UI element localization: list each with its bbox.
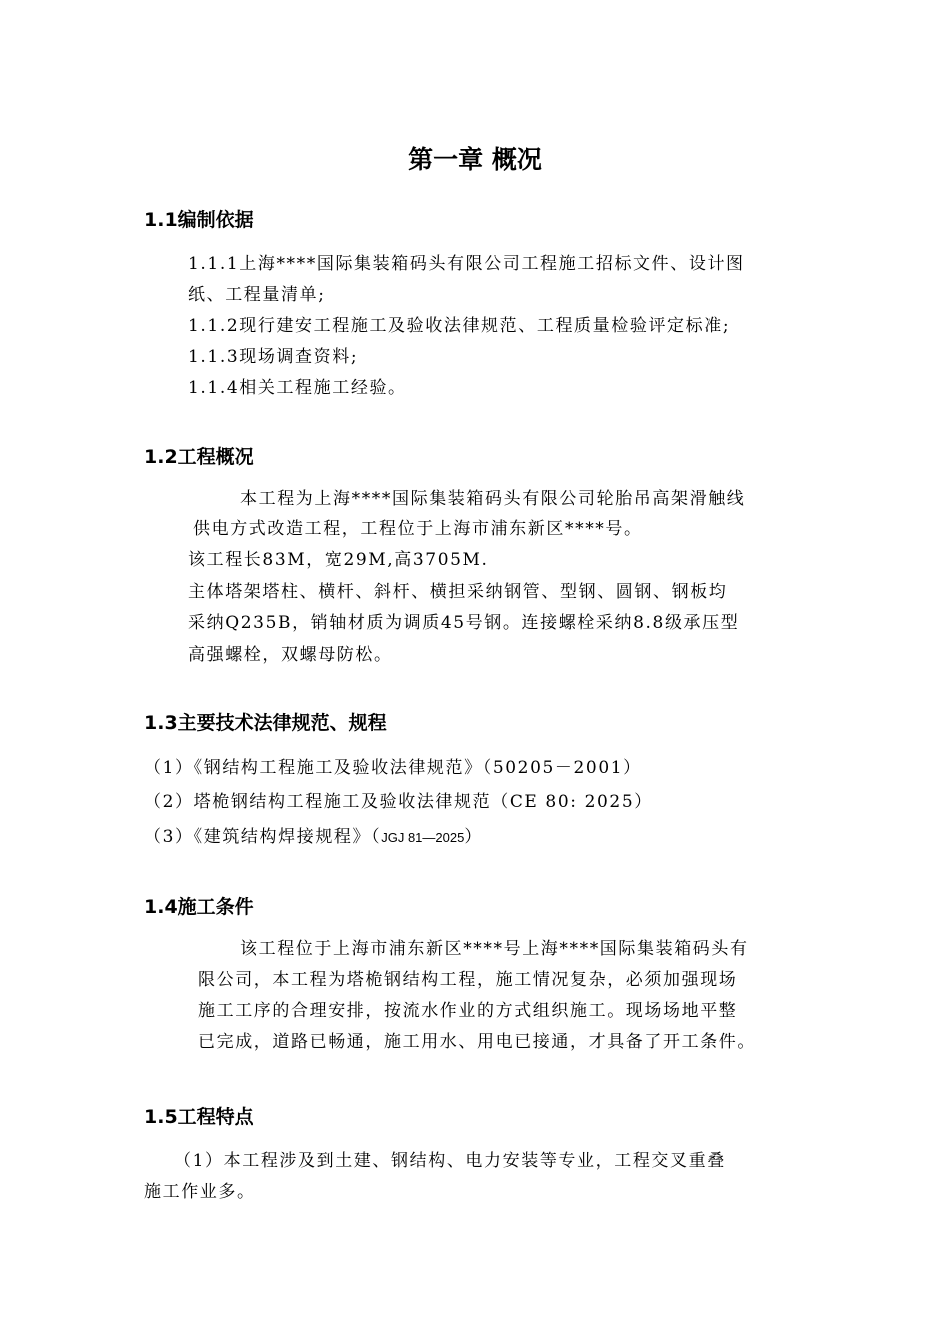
paragraph-line: 施工工序的合理安排，按流水作业的方式组织施工。现场场地平整 <box>198 1001 738 1021</box>
standard-item-prefix: （3）《建筑结构焊接规程》（ <box>144 827 382 847</box>
paragraph-line: 限公司，本工程为塔桅钢结构工程，施工情况复杂，必须加强现场 <box>198 970 738 990</box>
standard-item: （2）塔桅钢结构工程施工及验收法律规范（CE 80: 2025） <box>144 792 653 812</box>
standard-item-suffix: ） <box>464 827 483 847</box>
paragraph-line: 1.1.2现行建安工程施工及验收法律规范、工程质量检验评定标准; <box>188 316 731 336</box>
paragraph-line: 施工作业多。 <box>144 1182 256 1202</box>
paragraph-line: 高强螺栓，双螺母防松。 <box>188 645 393 665</box>
paragraph-line: 主体塔架塔柱、横杆、斜杆、横担采纳钢管、型钢、圆钢、钢板均 <box>188 582 728 602</box>
paragraph-line: 采纳Q235B，销轴材质为调质45号钢。连接螺栓采纳8.8级承压型 <box>188 613 740 633</box>
section-heading-1-4: 1.4施工条件 <box>144 896 254 918</box>
paragraph-line: 该工程位于上海市浦东新区****号上海****国际集装箱码头有 <box>240 939 749 959</box>
paragraph-line: 已完成，道路已畅通，施工用水、用电已接通，才具备了开工条件。 <box>198 1032 756 1052</box>
paragraph-line: 本工程为上海****国际集装箱码头有限公司轮胎吊高架滑触线 <box>240 489 746 509</box>
paragraph-line: 1.1.4相关工程施工经验。 <box>188 378 407 398</box>
standard-code: JGJ 81—2025 <box>381 830 465 845</box>
section-heading-1-2: 1.2工程概况 <box>144 446 254 468</box>
standard-item: （1）《钢结构工程施工及验收法律规范》（50205－2001） <box>144 758 642 778</box>
paragraph-line: 1.1.1上海****国际集装箱码头有限公司工程施工招标文件、设计图 <box>188 254 745 274</box>
paragraph-line: （1）本工程涉及到土建、钢结构、电力安装等专业，工程交叉重叠 <box>174 1151 726 1171</box>
chapter-title: 第一章 概况 <box>408 145 542 174</box>
paragraph-line: 1.1.3现场调查资料; <box>188 347 359 367</box>
standard-item <box>144 824 483 851</box>
paragraph-line: 该工程长83M，宽29M,高3705M. <box>188 550 489 570</box>
section-heading-1-3: 1.3主要技术法律规范、规程 <box>144 712 387 734</box>
paragraph-line: 供电方式改造工程，工程位于上海市浦东新区****号。 <box>193 519 643 539</box>
section-heading-1-1: 1.1编制依据 <box>144 209 254 231</box>
section-heading-1-5: 1.5工程特点 <box>144 1106 254 1128</box>
paragraph-line: 纸、工程量清单; <box>188 285 326 305</box>
